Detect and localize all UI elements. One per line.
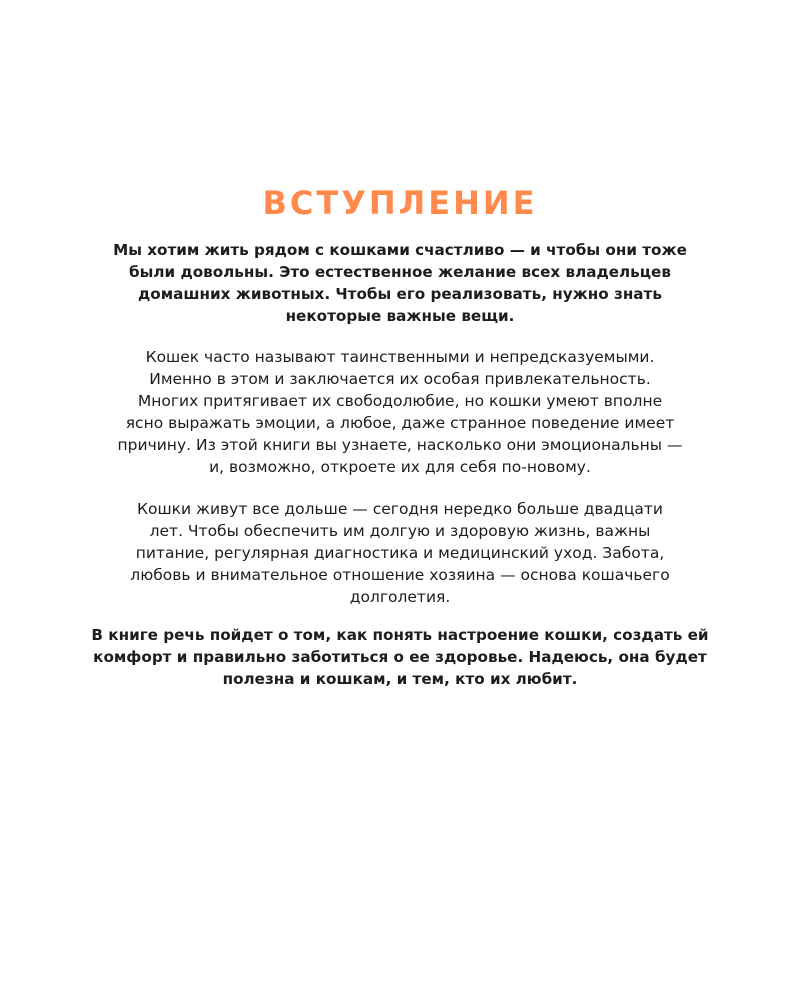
paragraph-line: Именно в этом и заключается их особая привлекательность.: [149, 370, 651, 388]
paragraph-line: домашних животных. Чтобы его реализовать, нужно знать: [138, 285, 662, 303]
intro-paragraph: [60, 239, 740, 327]
paragraph-line: и, возможно, откроете их для себя по-новому.: [209, 458, 591, 476]
paragraph-line: ясно выражать эмоции, а любое, даже странное поведение имеет: [125, 414, 675, 432]
paragraph-line: полезна и кошкам, и тем, кто их любит.: [222, 670, 578, 688]
paragraph-line: лет. Чтобы обеспечить им долгую и здоровую жизнь, важны: [149, 522, 651, 540]
paragraph-line: питание, регулярная диагностика и медицинский уход. Забота,: [135, 544, 665, 562]
paragraph-line: некоторые важные вещи.: [285, 307, 515, 325]
paragraph-line: были довольны. Это естественное желание всех владельцев: [129, 263, 671, 281]
paragraph-line: Мы хотим жить рядом с кошками счастливо — и чтобы они тоже: [113, 241, 687, 259]
paragraph-line: любовь и внимательное отношение хозяина — основа кошачьего: [130, 566, 670, 584]
paragraph-line: Многих притягивает их свободолюбие, но кошки умеют вполне: [137, 392, 663, 410]
paragraph-line: Кошек часто называют таинственными и непредсказуемыми.: [145, 348, 655, 366]
paragraph-line: Кошки живут все дольше — сегодня нередко больше двадцати: [136, 500, 664, 518]
paragraph-line: комфорт и правильно заботиться о ее здоровье. Надеюсь, она будет: [93, 648, 707, 666]
paragraph-line: долголетия.: [349, 588, 451, 606]
body-paragraph: [60, 346, 740, 478]
paragraph-line: В книге речь пойдет о том, как понять настроение кошки, создать ей: [91, 626, 709, 644]
paragraph-line: причину. Из этой книги вы узнаете, насколько они эмоциональны —: [117, 436, 683, 454]
body-paragraph: [60, 498, 740, 608]
chapter-title: ВСТУПЛЕНИЕ: [262, 184, 538, 222]
closing-paragraph: [60, 624, 740, 690]
